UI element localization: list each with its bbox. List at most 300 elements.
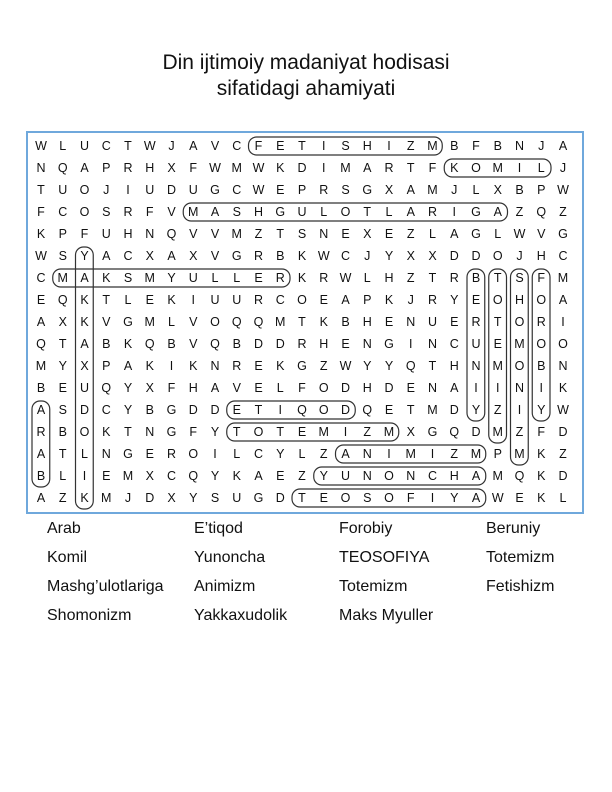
grid-cell: I	[409, 337, 413, 351]
grid-cell: Q	[210, 337, 220, 351]
grid-cell: G	[253, 491, 264, 505]
grid-cell: Z	[319, 447, 328, 461]
grid-cell: M	[514, 447, 525, 461]
grid-cell: Z	[559, 205, 567, 219]
grid-cell: E	[297, 425, 307, 439]
grid-cell: W	[252, 161, 265, 175]
grid-cell: Q	[362, 403, 373, 417]
grid-cell: P	[102, 161, 111, 175]
grid-cell: C	[36, 271, 46, 285]
grid-cell: D	[340, 381, 351, 395]
grid-cell: M	[144, 315, 155, 329]
grid-cell: R	[123, 205, 133, 219]
grid-cell: A	[341, 447, 350, 461]
grid-cell: S	[341, 139, 350, 153]
grid-cell: D	[166, 183, 177, 197]
grid-cell: R	[471, 315, 481, 329]
grid-cell: K	[537, 491, 546, 505]
grid-cell: S	[297, 227, 307, 241]
grid-cell: A	[80, 271, 89, 285]
grid-cell: B	[102, 337, 111, 351]
grid-cell: M	[188, 205, 199, 219]
grid-cell: I	[213, 447, 217, 461]
grid-cell: D	[340, 403, 351, 417]
grid-cell: E	[276, 183, 285, 197]
grid-cell: D	[384, 381, 394, 395]
grid-cell: D	[188, 403, 198, 417]
grid-cell: M	[57, 271, 68, 285]
grid-cell: I	[126, 183, 130, 197]
grid-cell: E	[276, 469, 285, 483]
grid-cell: K	[145, 359, 154, 373]
word-search-grid	[26, 131, 584, 514]
grid-cell: K	[36, 227, 46, 241]
grid-cell: F	[406, 491, 415, 505]
grid-cell: Q	[405, 359, 416, 373]
grid-cell: M	[231, 227, 242, 241]
grid-cell: T	[493, 271, 502, 285]
grid-cell: U	[79, 139, 90, 153]
grid-cell: T	[124, 139, 132, 153]
grid-cell: K	[189, 359, 198, 373]
grid-cell: J	[516, 249, 523, 263]
grid-cell: C	[427, 469, 438, 483]
grid-cell: O	[79, 183, 90, 197]
grid-cell: R	[427, 205, 438, 219]
grid-cell: T	[406, 161, 415, 175]
grid-cell: J	[103, 183, 110, 197]
grid-cell: A	[341, 293, 350, 307]
word-list-item: Shomonizm	[47, 607, 132, 624]
grid-cell: H	[362, 381, 372, 395]
grid-cell: A	[558, 293, 568, 307]
grid-cell: C	[558, 249, 568, 263]
grid-cell: A	[493, 205, 502, 219]
grid-cell: Q	[144, 337, 155, 351]
grid-cell: V	[210, 249, 220, 263]
grid-cell: C	[101, 139, 111, 153]
grid-cell: P	[493, 447, 502, 461]
grid-cell: Y	[319, 469, 328, 483]
grid-cell: O	[514, 315, 525, 329]
grid-cell: S	[363, 491, 372, 505]
grid-cell: B	[493, 139, 502, 153]
grid-cell: E	[406, 381, 415, 395]
grid-cell: K	[297, 271, 307, 285]
grid-cell: I	[430, 447, 435, 461]
grid-cell: M	[144, 271, 155, 285]
grid-cell: O	[210, 315, 220, 329]
grid-cell: T	[298, 491, 306, 505]
grid-cell: I	[561, 315, 565, 329]
grid-cell: T	[428, 359, 437, 373]
grid-cell: N	[210, 359, 220, 373]
title-line-1: Din ijtimoiy madaniyat hodisasi	[162, 51, 450, 74]
grid-cell: M	[101, 491, 112, 505]
word-list-item: E’tiqod	[194, 520, 243, 537]
grid-cell: R	[319, 271, 329, 285]
grid-cell: A	[123, 359, 133, 373]
grid-cell: E	[341, 227, 350, 241]
grid-cell: T	[58, 447, 67, 461]
grid-cell: H	[253, 205, 264, 219]
grid-cell: K	[450, 161, 459, 175]
grid-cell: B	[537, 359, 546, 373]
grid-cell: I	[322, 161, 326, 175]
grid-cell: B	[36, 469, 46, 483]
grid-cell: M	[275, 315, 286, 329]
grid-cell: D	[471, 425, 481, 439]
grid-cell: U	[427, 315, 438, 329]
grid-cell: A	[189, 139, 198, 153]
grid-cell: O	[340, 491, 351, 505]
grid-cell: Z	[254, 227, 263, 241]
grid-cell: U	[101, 227, 111, 241]
grid-cell: G	[471, 227, 481, 241]
grid-cell: C	[340, 249, 351, 263]
grid-cell: G	[123, 315, 133, 329]
grid-cell: Y	[471, 403, 481, 417]
grid-cell: Y	[210, 425, 220, 439]
grid-cell: O	[536, 337, 547, 351]
word-list-item: Forobiy	[339, 520, 393, 537]
grid-cell: Y	[276, 447, 285, 461]
grid-cell: W	[339, 359, 352, 373]
grid-cell: N	[319, 227, 329, 241]
grid-cell: M	[492, 425, 503, 439]
grid-cell: K	[537, 447, 546, 461]
grid-cell: L	[537, 161, 545, 175]
grid-cell: M	[318, 425, 329, 439]
grid-cell: J	[451, 183, 458, 197]
grid-cell: R	[297, 337, 307, 351]
grid-cell: V	[189, 227, 198, 241]
grid-cell: K	[167, 293, 176, 307]
grid-cell: M	[383, 425, 395, 439]
grid-cell: S	[123, 271, 133, 285]
grid-cell: A	[406, 183, 415, 197]
grid-cell: I	[517, 161, 522, 175]
grid-cell: Y	[450, 491, 459, 505]
grid-cell: H	[145, 161, 155, 175]
grid-cell: C	[166, 469, 177, 483]
grid-cell: O	[384, 469, 394, 483]
grid-cell: F	[537, 271, 546, 285]
grid-cell: R	[123, 161, 133, 175]
grid-cell: E	[276, 139, 285, 153]
grid-cell: B	[471, 271, 481, 285]
grid-cell: U	[188, 183, 198, 197]
grid-cell: I	[387, 447, 391, 461]
grid-cell: L	[276, 381, 284, 395]
grid-cell: X	[58, 315, 67, 329]
grid-cell: F	[189, 161, 198, 175]
grid-cell: F	[537, 425, 546, 439]
grid-cell: C	[123, 249, 133, 263]
grid-cell: E	[254, 359, 263, 373]
grid-cell: M	[122, 469, 134, 483]
grid-cell: L	[494, 227, 502, 241]
grid-cell: B	[515, 183, 524, 197]
grid-cell: Q	[57, 161, 68, 175]
grid-cell: L	[211, 271, 219, 285]
grid-cell: I	[343, 425, 348, 439]
grid-cell: C	[253, 447, 264, 461]
grid-cell: G	[362, 183, 373, 197]
grid-cell: V	[189, 337, 198, 351]
grid-cell: U	[58, 183, 68, 197]
grid-cell: E	[145, 447, 154, 461]
grid-cell: Q	[449, 425, 460, 439]
grid-cell: Y	[210, 469, 220, 483]
grid-cell: A	[210, 205, 220, 219]
grid-cell: Q	[101, 381, 112, 395]
grid-cell: T	[406, 403, 415, 417]
grid-cell: N	[427, 337, 438, 351]
grid-cell: W	[252, 183, 265, 197]
grid-cell: B	[232, 337, 241, 351]
grid-cell: O	[558, 337, 568, 351]
grid-cell: N	[471, 359, 481, 373]
word-list-item: Beruniy	[486, 520, 541, 537]
grid-cell: E	[493, 337, 502, 351]
grid-cell: V	[537, 227, 546, 241]
grid-cell: X	[80, 359, 89, 373]
grid-cell: D	[79, 403, 90, 417]
grid-cell: M	[514, 337, 525, 351]
grid-cell: O	[318, 381, 329, 395]
grid-cell: Z	[450, 447, 459, 461]
grid-cell: A	[102, 249, 111, 263]
grid-cell: T	[276, 425, 285, 439]
grid-cell: K	[232, 469, 241, 483]
grid-cell: A	[36, 315, 46, 329]
grid-cell: P	[58, 227, 67, 241]
grid-cell: A	[450, 381, 459, 395]
grid-cell: W	[317, 249, 330, 263]
grid-cell: U	[297, 205, 307, 219]
grid-cell: I	[387, 139, 391, 153]
grid-cell: X	[363, 227, 372, 241]
grid-cell: D	[449, 249, 459, 263]
grid-cell: B	[341, 315, 350, 329]
grid-cell: X	[167, 491, 176, 505]
grid-cell: L	[472, 183, 480, 197]
grid-cell: D	[210, 403, 220, 417]
grid-cell: X	[493, 183, 502, 197]
grid-cell: F	[189, 425, 198, 439]
grid-cell: G	[558, 227, 568, 241]
grid-cell: K	[537, 469, 546, 483]
grid-cell: K	[80, 315, 89, 329]
grid-cell: D	[558, 469, 568, 483]
grid-cell: W	[557, 403, 569, 417]
grid-cell: J	[168, 139, 175, 153]
grid-cell: L	[429, 227, 436, 241]
grid-cell: D	[253, 337, 264, 351]
grid-cell: Q	[231, 315, 242, 329]
grid-cell: R	[166, 447, 177, 461]
grid-cell: H	[449, 359, 459, 373]
grid-cell: J	[559, 161, 567, 175]
grid-cell: A	[471, 491, 481, 505]
grid-cell: S	[341, 183, 350, 197]
grid-cell: T	[124, 425, 132, 439]
title-line-2: sifatidagi ahamiyati	[216, 77, 396, 100]
grid-cell: H	[188, 381, 198, 395]
grid-cell: R	[384, 161, 394, 175]
grid-cell: D	[275, 491, 285, 505]
grid-cell: Y	[80, 249, 89, 263]
grid-cell: Q	[536, 205, 547, 219]
grid-cell: T	[493, 315, 502, 329]
word-list-item: Totemizm	[486, 549, 555, 566]
grid-cell: R	[36, 425, 46, 439]
grid-cell: Y	[123, 381, 133, 395]
grid-cell: I	[452, 205, 456, 219]
grid-cell: X	[145, 469, 154, 483]
grid-cell: R	[449, 271, 459, 285]
grid-cell: S	[102, 205, 111, 219]
grid-cell: W	[339, 271, 352, 285]
grid-cell: C	[101, 403, 111, 417]
grid-cell: I	[496, 381, 500, 395]
word-list-item: Mashg’ulotlariga	[47, 578, 164, 595]
grid-cell: T	[102, 293, 111, 307]
grid-cell: G	[275, 205, 286, 219]
grid-cell: O	[297, 293, 307, 307]
grid-cell: K	[102, 271, 111, 285]
grid-cell: U	[471, 337, 481, 351]
grid-cell: Z	[515, 425, 524, 439]
grid-cell: O	[188, 447, 199, 461]
grid-cell: L	[81, 447, 88, 461]
grid-cell: H	[123, 227, 133, 241]
grid-cell: M	[492, 359, 503, 373]
grid-cell: R	[427, 293, 438, 307]
grid-cell: E	[254, 271, 263, 285]
grid-cell: O	[492, 293, 503, 307]
grid-cell: K	[80, 491, 89, 505]
grid-cell: N	[145, 425, 155, 439]
grid-cell: P	[102, 359, 111, 373]
grid-cell: N	[145, 227, 155, 241]
grid-cell: U	[232, 293, 242, 307]
word-list-item: Fetishizm	[486, 578, 555, 595]
grid-cell: U	[232, 491, 242, 505]
grid-cell: X	[384, 183, 394, 197]
grid-cell: W	[557, 183, 569, 197]
grid-cell: T	[298, 315, 306, 329]
grid-cell: I	[322, 139, 326, 153]
grid-cell: G	[210, 183, 220, 197]
grid-cell: N	[427, 381, 438, 395]
grid-cell: A	[450, 227, 459, 241]
word-list-item: Yunoncha	[194, 549, 266, 566]
grid-cell: F	[145, 205, 154, 219]
grid-cell: M	[427, 139, 438, 153]
grid-cell: G	[231, 249, 242, 263]
grid-cell: E	[319, 293, 328, 307]
grid-cell: B	[145, 403, 154, 417]
grid-cell: O	[536, 293, 547, 307]
grid-cell: O	[492, 249, 503, 263]
grid-cell: N	[101, 447, 111, 461]
grid-cell: I	[278, 403, 282, 417]
word-list-item: Maks Myuller	[339, 607, 434, 624]
grid-cell: K	[276, 359, 285, 373]
grid-cell: C	[232, 139, 242, 153]
grid-cell: B	[450, 139, 459, 153]
grid-cell: H	[362, 139, 372, 153]
grid-cell: H	[319, 337, 329, 351]
grid-cell: F	[80, 227, 89, 241]
grid-cell: L	[233, 447, 241, 461]
grid-cell: L	[124, 293, 132, 307]
grid-cell: O	[384, 491, 394, 505]
grid-cell: H	[362, 315, 372, 329]
grid-cell: L	[298, 447, 306, 461]
grid-cell: K	[276, 161, 285, 175]
grid-cell: X	[145, 381, 154, 395]
grid-cell: W	[35, 139, 47, 153]
grid-cell: A	[36, 403, 46, 417]
grid-cell: N	[406, 469, 416, 483]
grid-cell: K	[123, 337, 133, 351]
grid-cell: N	[362, 337, 372, 351]
grid-cell: P	[363, 293, 372, 307]
grid-cell: N	[514, 381, 525, 395]
grid-cell: V	[210, 227, 220, 241]
grid-cell: L	[59, 139, 67, 153]
grid-cell: V	[232, 381, 241, 395]
grid-cell: R	[319, 183, 329, 197]
grid-cell: Q	[297, 403, 307, 417]
grid-cell: H	[449, 469, 459, 483]
grid-cell: F	[37, 205, 45, 219]
grid-cell: J	[538, 139, 545, 153]
grid-cell: Y	[167, 271, 176, 285]
grid-cell: E	[341, 337, 350, 351]
grid-cell: Y	[537, 403, 546, 417]
grid-cell: E	[384, 315, 394, 329]
grid-cell: L	[320, 205, 328, 219]
grid-cell: T	[37, 183, 45, 197]
grid-cell: A	[167, 249, 176, 263]
grid-cell: V	[210, 139, 220, 153]
grid-cell: T	[58, 337, 67, 351]
grid-cell: J	[124, 491, 132, 505]
grid-cell: G	[123, 447, 133, 461]
grid-cell: T	[276, 227, 285, 241]
grid-cell: L	[385, 205, 393, 219]
grid-cell: X	[406, 249, 415, 263]
grid-cell: O	[471, 161, 481, 175]
grid-cell: E	[102, 469, 111, 483]
grid-cell: J	[364, 249, 371, 263]
grid-cell: X	[189, 249, 198, 263]
grid-cell: M	[35, 359, 47, 373]
grid-cell: H	[514, 293, 525, 307]
word-list-item: Totemizm	[339, 578, 408, 595]
grid-cell: A	[471, 469, 481, 483]
grid-cell: D	[558, 425, 568, 439]
grid-cell: E	[450, 315, 459, 329]
grid-cell: Z	[515, 205, 524, 219]
grid-cell: Y	[450, 293, 459, 307]
grid-cell: I	[169, 359, 174, 373]
grid-cell: Z	[406, 139, 415, 153]
